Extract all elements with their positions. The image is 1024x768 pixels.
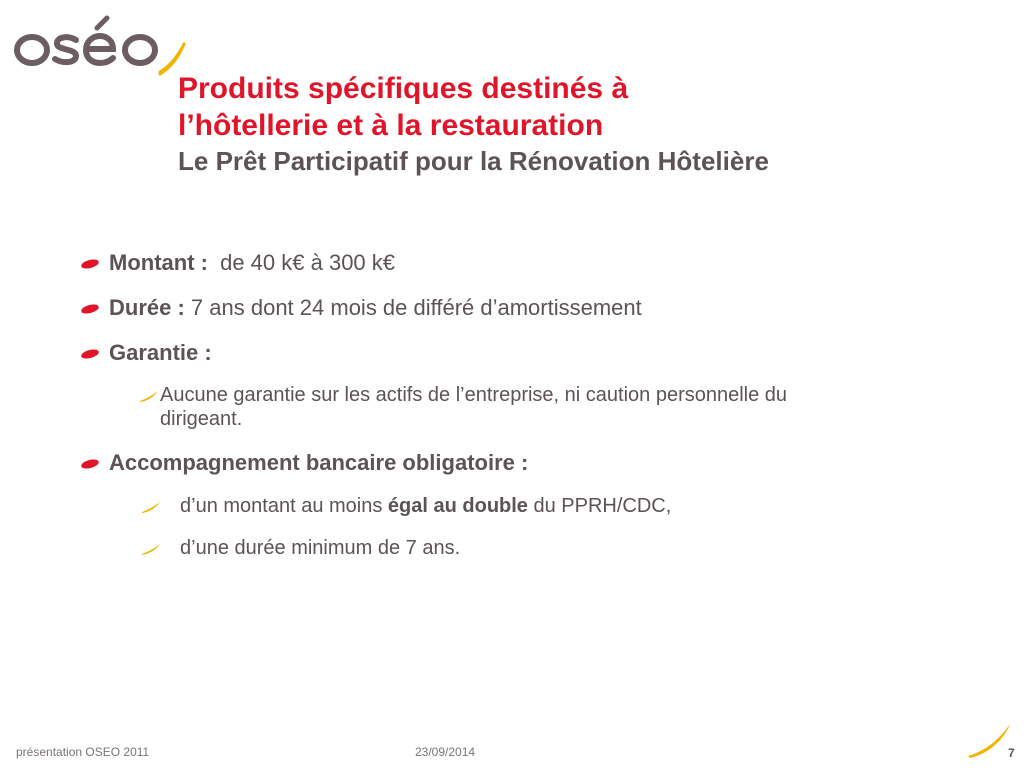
- yellow-swoosh-icon: [140, 542, 162, 556]
- duree-value: 7 ans dont 24 mois de différé d’amortissement: [190, 295, 642, 320]
- slide-title-line1: Produits spécifiques destinés à: [178, 72, 629, 105]
- page-number: 7: [1008, 746, 1015, 760]
- montant-label: Montant :: [109, 250, 208, 275]
- yellow-swoosh-icon: [140, 500, 162, 514]
- footer-presentation-label: présentation OSEO 2011: [16, 745, 150, 759]
- red-bullet-icon: [80, 349, 100, 359]
- title-block: [178, 70, 998, 178]
- sub-bullet-duree-minimum: [180, 536, 460, 560]
- oseo-logo-graphic: [10, 8, 190, 78]
- red-bullet-icon: [80, 304, 100, 314]
- garantie-label: Garantie :: [109, 340, 212, 365]
- red-bullet-icon: [80, 259, 100, 269]
- sub-bullet-montant-double: [180, 494, 671, 518]
- footer-date: 23/09/2014: [415, 745, 476, 759]
- montant-value: de 40 k€ à 300 k€: [220, 250, 396, 275]
- yellow-swoosh-icon: [138, 389, 160, 403]
- slide-title-line2: l’hôtellerie et à la restauration: [178, 109, 604, 142]
- accomp-sub1-post: du PPRH/CDC,: [527, 495, 672, 517]
- garantie-sub-line1: Aucune garantie sur les actifs de l’entreprise, ni caution personnelle du: [160, 384, 788, 406]
- garantie-sub-line2: dirigeant.: [160, 408, 243, 430]
- sub-bullet-garantie: [160, 383, 990, 431]
- accomp-sub2: d’une durée minimum de 7 ans.: [180, 537, 461, 559]
- slide-subtitle: Le Prêt Participatif pour la Rénovation Hôtelière: [178, 146, 769, 176]
- accompagnement-label: Accompagnement bancaire obligatoire :: [109, 450, 529, 475]
- duree-label: Durée :: [109, 295, 185, 320]
- footer-swoosh-icon: [966, 720, 1014, 760]
- red-bullet-icon: [80, 459, 100, 469]
- accomp-sub1-pre: d’un montant au moins: [180, 495, 388, 517]
- accomp-sub1-bold: égal au double: [387, 495, 528, 517]
- oseo-logo: [10, 8, 190, 78]
